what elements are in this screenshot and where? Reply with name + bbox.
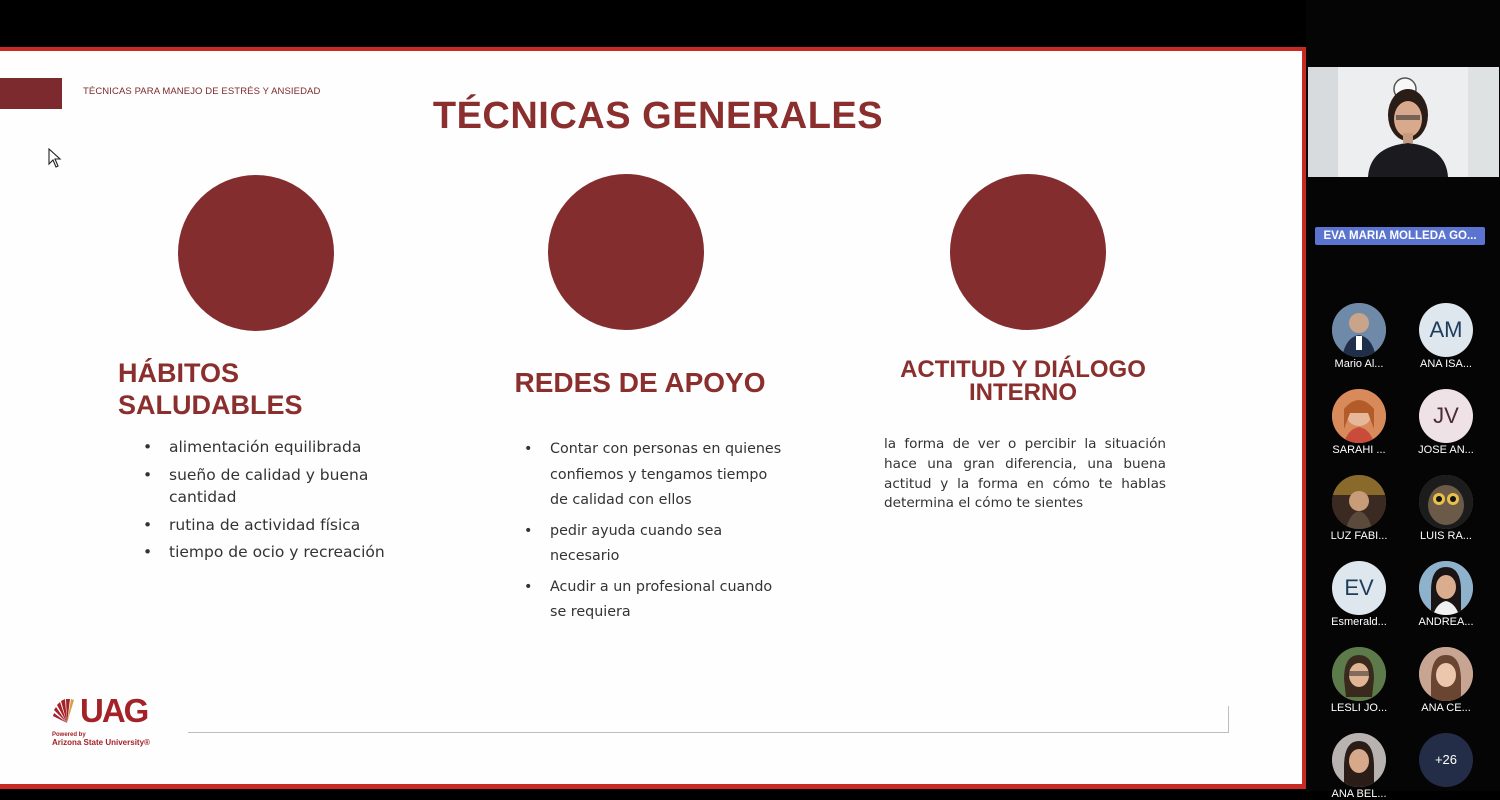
participant-name: ANA CE...	[1421, 702, 1471, 714]
avatar: EV	[1332, 561, 1386, 615]
avatar: AM	[1419, 303, 1473, 357]
participant-name: LESLI JO...	[1330, 702, 1388, 714]
participant-photo	[1419, 647, 1473, 701]
list-item: • rutina de actividad física	[143, 514, 403, 537]
participant-name: Mario Al...	[1334, 358, 1384, 370]
list-item: • alimentación equilibrada	[143, 436, 403, 459]
avatar: JV	[1419, 389, 1473, 443]
participant-name: ANDREA...	[1418, 616, 1474, 628]
circle-redes	[548, 174, 704, 330]
list-habitos	[143, 436, 403, 564]
asu-text: Arizona State University®	[52, 738, 150, 747]
list-item: • tiempo de ocio y recreación	[143, 541, 403, 564]
participant-name: Esmerald...	[1331, 616, 1387, 628]
presentation-slide	[0, 51, 1302, 784]
more-participants-button[interactable]	[1406, 733, 1486, 787]
participant-photo	[1332, 733, 1386, 787]
participant-tile[interactable]	[1406, 389, 1486, 456]
uag-wordmark: UAG	[80, 692, 148, 729]
participant-name: LUZ FABI...	[1330, 530, 1388, 542]
heading-redes: REDES DE APOYO	[514, 367, 766, 398]
avatar	[1419, 475, 1473, 529]
participant-tile[interactable]	[1319, 303, 1399, 370]
participant-tile[interactable]	[1319, 647, 1399, 714]
avatar	[1419, 647, 1473, 701]
more-count-badge: +26	[1419, 733, 1473, 787]
speaker-name-tag: EVA MARIA MOLLEDA GO...	[1315, 227, 1485, 245]
paragraph-actitud: la forma de ver o percibir la situación hace una gran diferencia, una buena actitud y la forma en cómo te hablas determina el cómo te sientes	[884, 436, 1166, 512]
uag-fan-icon	[52, 696, 82, 724]
participant-tile[interactable]	[1406, 475, 1486, 542]
participant-photo	[1332, 647, 1386, 701]
list-item: • Acudir a un profesional cuando se requiera	[524, 575, 788, 626]
participant-tile[interactable]	[1406, 303, 1486, 370]
list-item: • sueño de calidad y buena cantidad	[143, 464, 403, 509]
slide-header: TÉCNICAS PARA MANEJO DE ESTRÉS Y ANSIEDAD	[83, 86, 321, 97]
owl-photo	[1419, 475, 1473, 529]
avatar	[1332, 647, 1386, 701]
participant-tile[interactable]	[1319, 561, 1399, 628]
participant-name: JOSE AN...	[1418, 444, 1474, 456]
participants-panel	[1306, 0, 1500, 800]
participant-photo	[1332, 389, 1386, 443]
circle-actitud	[950, 174, 1106, 330]
slide-title: TÉCNICAS GENERALES	[432, 95, 884, 137]
participant-photo	[1332, 303, 1386, 357]
footer-rule	[188, 732, 1228, 733]
participant-name: ANA BEL...	[1331, 788, 1387, 800]
participant-name: LUIS RA...	[1420, 530, 1472, 542]
speaker-video-frame	[1308, 67, 1499, 177]
mouse-cursor-icon	[48, 148, 62, 168]
avatar	[1332, 475, 1386, 529]
avatar	[1419, 561, 1473, 615]
participant-photo	[1332, 475, 1386, 529]
participant-tile[interactable]	[1406, 561, 1486, 628]
avatar	[1332, 303, 1386, 357]
participant-photo	[1419, 561, 1473, 615]
uag-logo	[52, 694, 150, 747]
list-item: • pedir ayuda cuando sea necesario	[524, 519, 788, 570]
list-item: • Contar con personas en quienes confiemos y tengamos tiempo de calidad con ellos	[524, 437, 788, 514]
list-redes	[524, 437, 788, 626]
avatar	[1332, 733, 1386, 787]
participant-tile[interactable]	[1406, 647, 1486, 714]
footer-tick	[1228, 706, 1229, 733]
heading-actitud: ACTITUD Y DIÁLOGO INTERNO	[900, 356, 1146, 406]
circle-habitos	[178, 175, 334, 331]
participant-name: SARAHI ...	[1332, 444, 1386, 456]
participant-tile[interactable]	[1319, 733, 1399, 800]
participant-name: ANA ISA...	[1420, 358, 1472, 370]
participant-tile[interactable]	[1319, 475, 1399, 542]
participant-tile[interactable]	[1319, 389, 1399, 456]
speaker-video[interactable]	[1308, 67, 1499, 177]
powered-by: Powered by	[52, 732, 86, 738]
heading-habitos: HÁBITOS SALUDABLES	[118, 358, 303, 420]
avatar	[1332, 389, 1386, 443]
